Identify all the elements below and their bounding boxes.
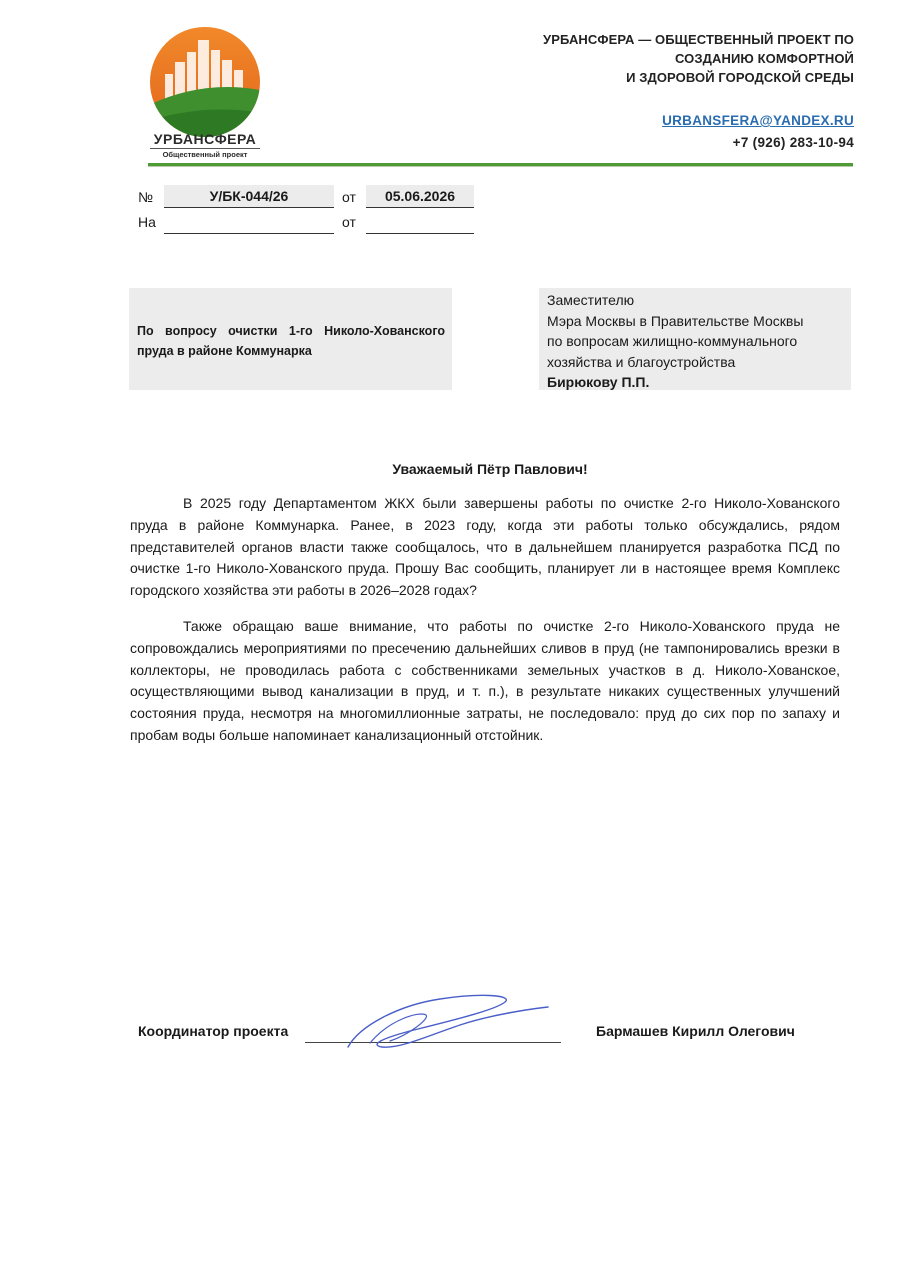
reply-date-label: от <box>342 214 356 230</box>
signatory-name: Бармашев Кирилл Олегович <box>596 1023 795 1039</box>
greeting: Уважаемый Пётр Павлович! <box>392 461 588 477</box>
addressee <box>547 290 847 393</box>
organization-title-line1: УРБАНСФЕРА — ОБЩЕСТВЕННЫЙ ПРОЕКТ ПО СОЗДАНИЮ КОМФОРТНОЙ <box>543 32 854 66</box>
number-label: № <box>138 189 154 205</box>
document-number-field: У/БК-044/26 <box>164 185 334 208</box>
document-date-field: 05.06.2026 <box>366 185 474 208</box>
body-paragraph-1: В 2025 году Департаментом ЖКХ были завершены работы по очистке 2-го Николо-Хованского пруда в районе Коммунарка. Ранее, в 2023 году, когда эти работы только обсуждались, рядом представителей органов власти также сообщалось, что в дальнейшем планируется разработка ПСД по очистке 1-го Николо-Хованского пруда. Прошу Вас сообщить, планирует ли в настоящее время Комплекс городского хозяйства эти работы в 2026–2028 годах? <box>130 495 840 599</box>
header-divider-shadow <box>148 166 853 167</box>
logo-divider <box>150 148 260 149</box>
reply-date-field <box>366 211 474 234</box>
contact-email-link[interactable]: URBANSFERA@YANDEX.RU <box>662 113 854 128</box>
organization-title <box>474 30 854 87</box>
logo-name: УРБАНСФЕРА <box>153 131 257 147</box>
contact-phone: +7 (926) 283-10-94 <box>732 135 854 150</box>
addressee-line1: Заместителю <box>547 292 635 308</box>
logo-emblem-icon <box>145 22 270 137</box>
logo-subtitle: Общественный проект <box>162 150 248 159</box>
handwritten-signature-icon <box>330 985 560 1065</box>
addressee-line3: по вопросам жилищно-коммунального <box>547 333 798 349</box>
addressee-line2: Мэра Москвы в Правительстве Москвы <box>547 312 804 329</box>
reply-number-field <box>164 211 334 234</box>
subject-text: По вопросу очистки 1-го Николо-Хованского пруда в районе Коммунарка <box>137 324 445 358</box>
organization-title-line2: И ЗДОРОВОЙ ГОРОДСКОЙ СРЕДЫ <box>626 70 854 85</box>
signatory-role: Координатор проекта <box>138 1023 289 1039</box>
addressee-line4: хозяйства и благоустройства <box>547 353 736 370</box>
addressee-name: Бирюкову П.П. <box>547 374 650 390</box>
date-label: от <box>342 189 356 205</box>
reply-label: На <box>138 214 156 230</box>
body-paragraph-2: Также обращаю ваше внимание, что работы по очистке 2-го Николо-Хованского пруда не сопровождались мероприятиями по пресечению дальнейших сливов в пруд (не тампонировались врезки в коллекторы, не проводилась работа с собственниками земельных участков в д. Николо-Хованское, осуществляющими вывод канализации в пруд, и т. п.), в результате никаких существенных улучшений состояния пруда, несмотря на многомиллионные затраты, не последовало: пруд до сих пор по запаху и пробам воды больше напоминает канализационный отстойник. <box>130 618 840 743</box>
